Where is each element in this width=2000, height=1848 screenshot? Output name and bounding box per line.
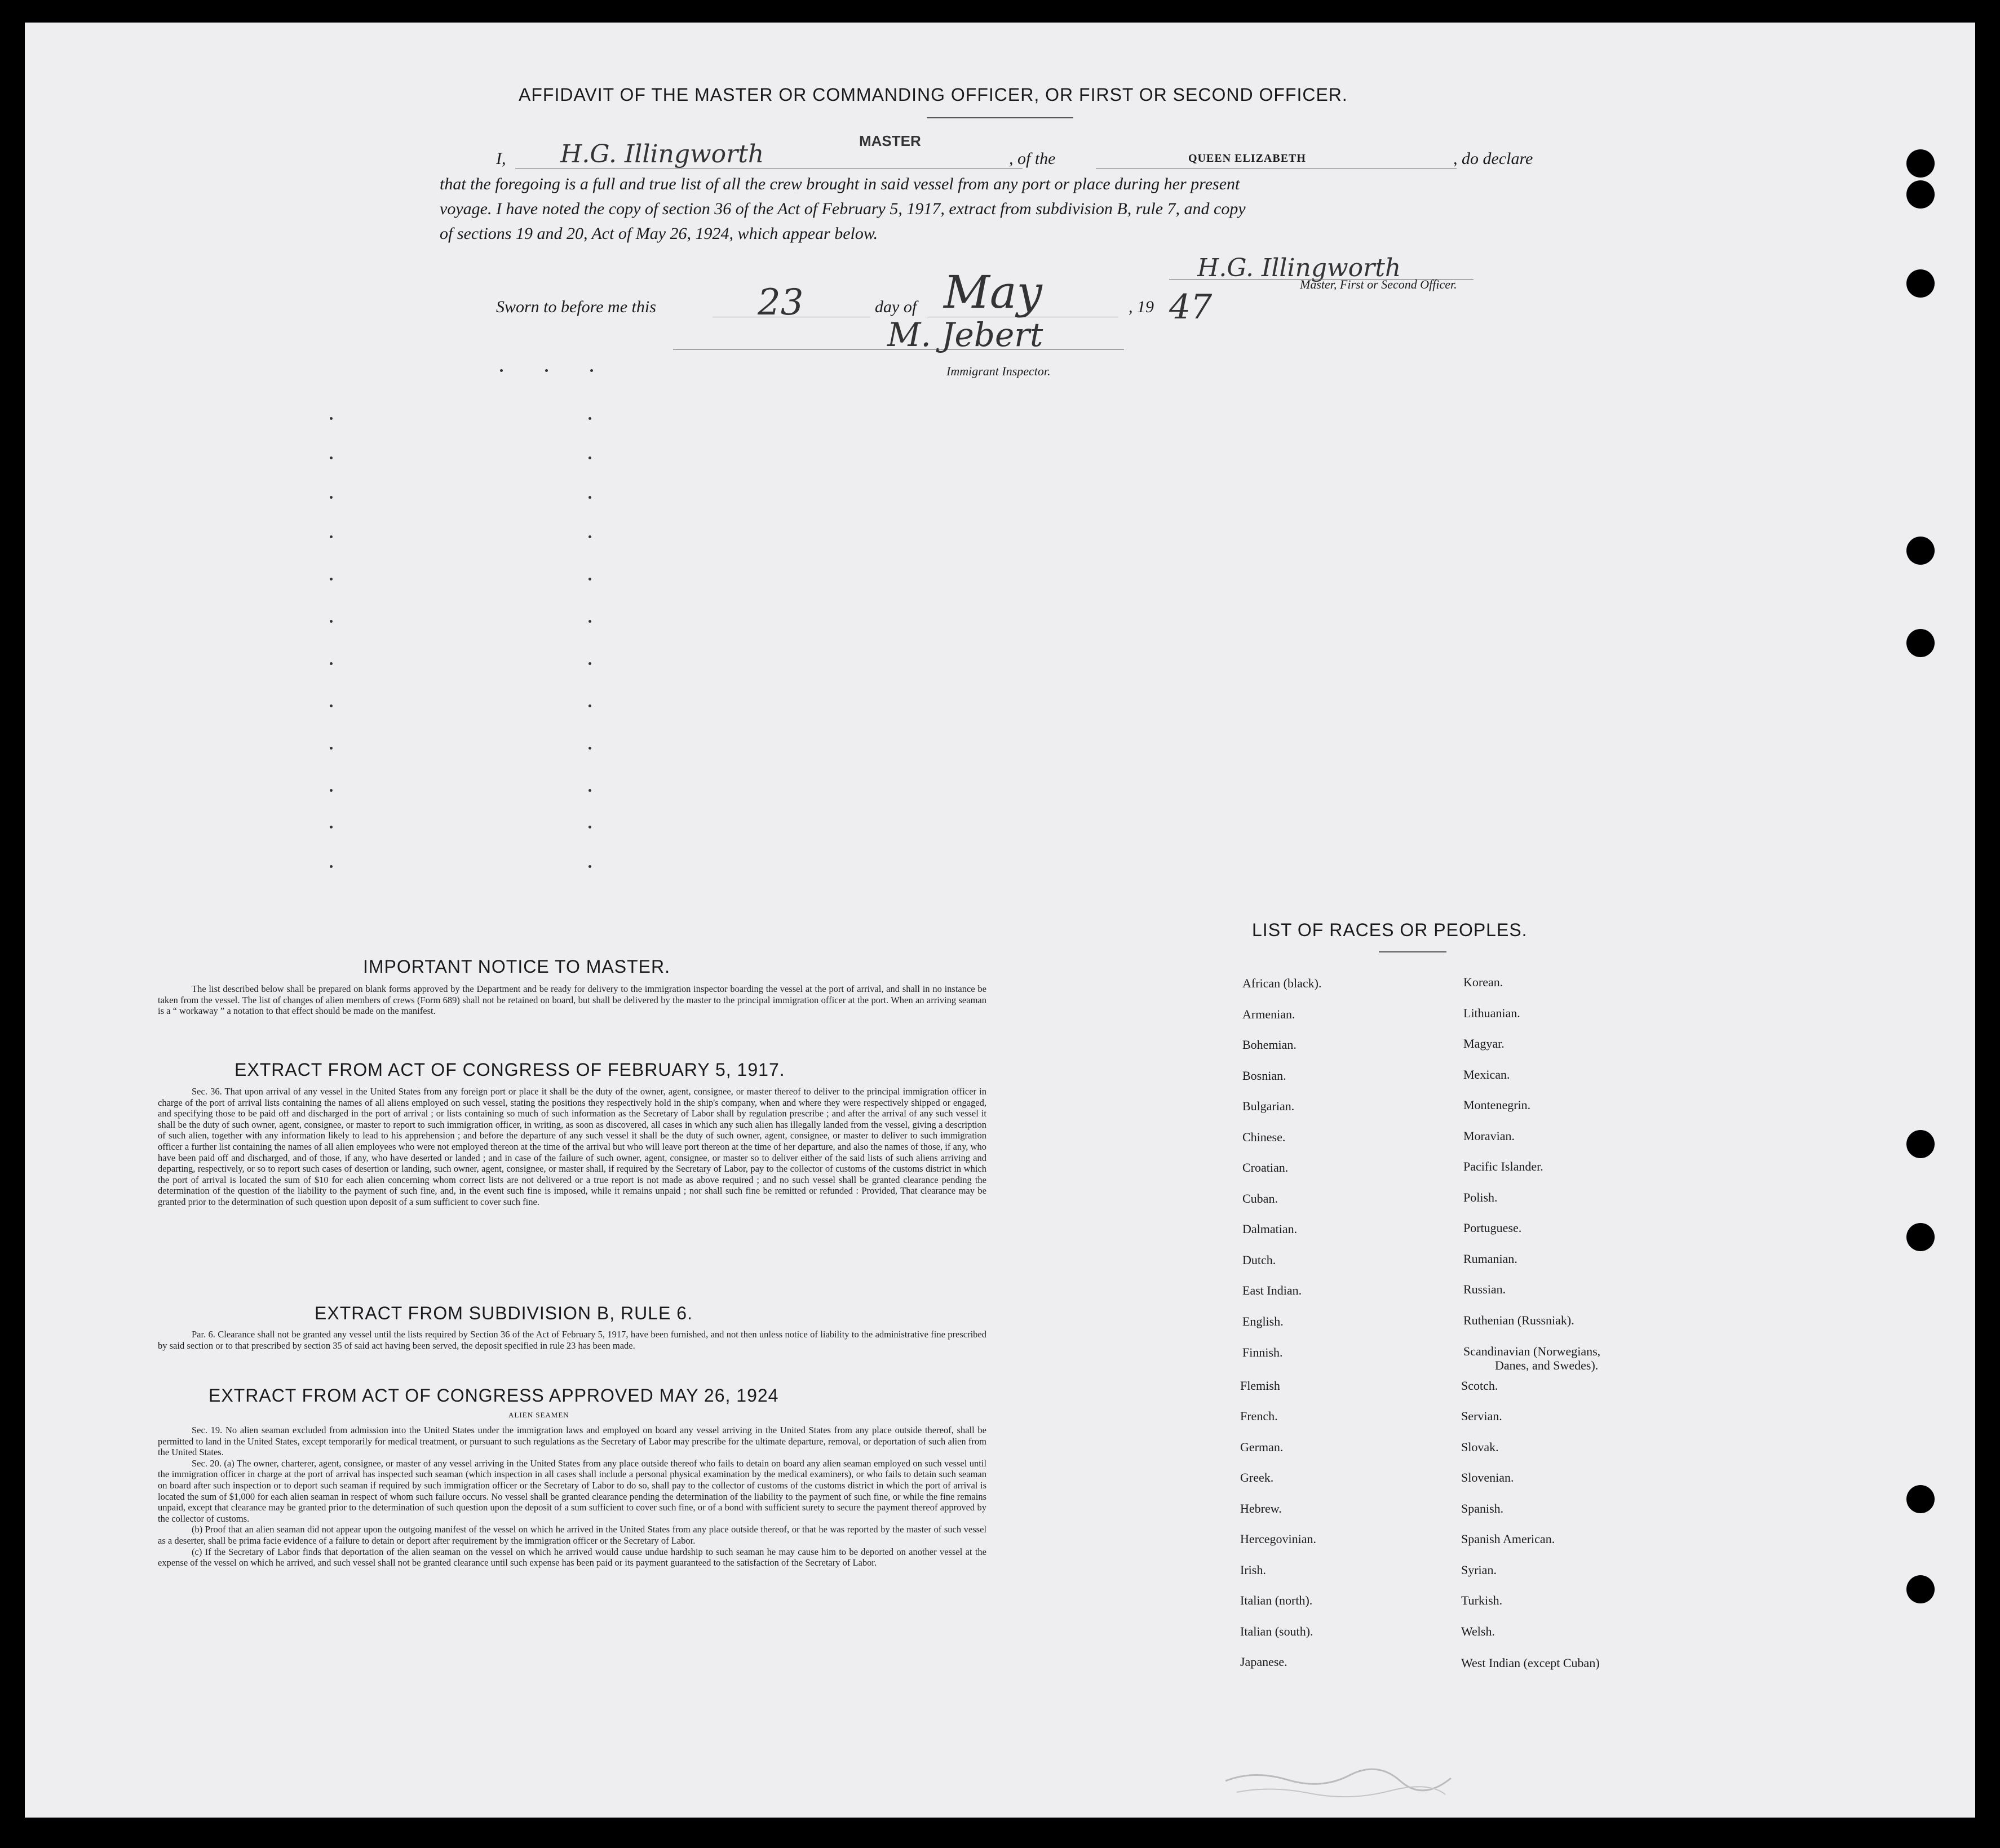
notice-paragraph: The list described below shall be prepared on blank forms approved by the Department and be ready for delivery to the immigration inspector boarding the vessel at the port of arrival, and shall in no instance be taken from the vessel. The list of changes of alien members of crews (Form 689) shall not be retained on board, but shall be delivered by the master to the principal immigration officer at the port. When an arriving seaman is a “ workaway ” a notation to that effect should be made on the manifest. — [158, 983, 986, 1017]
sworn-month: May — [944, 266, 1042, 318]
officer-signature-caption: Master, First or Second Officer. — [1300, 277, 1457, 291]
race-item: Bohemian. — [1242, 1038, 1297, 1052]
race-item: African (black). — [1242, 976, 1322, 990]
race-item: Ruthenian (Russniak). — [1463, 1313, 1574, 1327]
race-item: Italian (north). — [1240, 1593, 1313, 1607]
rank-stamp: MASTER — [859, 132, 921, 149]
punch-hole — [1906, 1130, 1935, 1158]
mark-dot — [589, 417, 591, 420]
mark-dot — [330, 496, 333, 499]
race-item: Chinese. — [1242, 1130, 1286, 1144]
race-item: Montenegrin. — [1463, 1098, 1531, 1112]
race-item: Rumanian. — [1463, 1252, 1517, 1266]
officer-signature: H.G. Illingworth — [1197, 254, 1401, 282]
mark-dot — [500, 369, 503, 372]
race-item: Pacific Islander. — [1463, 1159, 1543, 1173]
race-item: Flemish — [1240, 1379, 1280, 1393]
affidavit-title: AFFIDAVIT OF THE MASTER OR COMMANDING OFFICER, OR FIRST OR SECOND OFFICER. — [519, 85, 1348, 105]
race-item: Croatian. — [1242, 1160, 1289, 1175]
mark-dot — [330, 457, 333, 459]
mark-dot — [330, 789, 333, 792]
race-item: Irish. — [1240, 1563, 1266, 1577]
i-label: I, — [496, 149, 506, 168]
mark-dot — [330, 620, 333, 623]
race-item: Portuguese. — [1463, 1221, 1522, 1235]
race-item: German. — [1240, 1440, 1284, 1454]
section-20c-paragraph: (c) If the Secretary of Labor finds that deportation of the alien seaman on the vessel on which he arrived would cause undue hardship to such seaman he may cause him to be deported on another vessel at the expense of the vessel on which he arrived, and such vessel shall not be granted clearance until such expense has been paid or its payment guaranteed to the satisfaction of the Secretary of Labor. — [158, 1546, 986, 1568]
faint-scribble — [1220, 1758, 1457, 1809]
mark-dot — [589, 826, 591, 828]
day-of-label: day of — [875, 298, 917, 316]
race-item: West Indian (except Cuban) — [1461, 1656, 1600, 1670]
mark-dot — [589, 662, 591, 665]
race-item: Slovenian. — [1461, 1470, 1514, 1484]
mark-dot — [589, 747, 591, 750]
extract-1924-title: EXTRACT FROM ACT OF CONGRESS APPROVED MAY 26, 1924 — [209, 1385, 779, 1406]
race-item: Servian. — [1461, 1409, 1502, 1423]
race-item: Greek. — [1240, 1470, 1274, 1484]
mark-dot — [589, 789, 591, 792]
race-item: Moravian. — [1463, 1129, 1515, 1143]
alien-seamen-subtitle: ALIEN SEAMEN — [508, 1411, 569, 1419]
race-item: Bosnian. — [1242, 1069, 1286, 1083]
race-item: French. — [1240, 1409, 1278, 1423]
mark-dot — [330, 747, 333, 750]
race-item: Hercegovinian. — [1240, 1532, 1316, 1546]
do-declare-label: , do declare — [1453, 149, 1533, 168]
inspector-caption: Immigrant Inspector. — [946, 364, 1051, 378]
race-item: Dutch. — [1242, 1253, 1276, 1267]
notice-body — [158, 983, 986, 1017]
race-item: Mexican. — [1463, 1067, 1510, 1082]
extract-1917-body — [158, 1086, 986, 1208]
affidavit-line-2: that the foregoing is a full and true list of all the crew brought in said vessel from any port or place during her present — [440, 175, 1240, 193]
vessel-line — [1096, 168, 1457, 169]
race-item: East Indian. — [1242, 1283, 1302, 1297]
mark-dot — [589, 865, 591, 868]
inspector-signature: M. Jebert — [887, 316, 1043, 354]
punch-hole — [1906, 537, 1935, 565]
extract-1917-title: EXTRACT FROM ACT OF CONGRESS OF FEBRUARY 5, 1917. — [234, 1060, 785, 1080]
race-item-continuation: Danes, and Swedes). — [1495, 1358, 1599, 1372]
race-item: Korean. — [1463, 975, 1503, 989]
race-item: English. — [1242, 1314, 1284, 1328]
races-title-rule — [1379, 951, 1446, 952]
year-prefix: , 19 — [1129, 298, 1154, 316]
punch-hole — [1906, 149, 1935, 178]
mark-dot — [589, 620, 591, 623]
mark-dot — [545, 369, 548, 372]
mark-dot — [589, 496, 591, 499]
master-signature: H.G. Illingworth — [560, 140, 764, 169]
rule-6-title: EXTRACT FROM SUBDIVISION B, RULE 6. — [315, 1303, 693, 1323]
of-the-label: , of the — [1009, 149, 1056, 168]
race-item: Lithuanian. — [1463, 1006, 1520, 1020]
mark-dot — [590, 369, 593, 372]
rule-6-paragraph: Par. 6. Clearance shall not be granted any vessel until the lists required by Section 36 of the Act of February 5, 1917, have been furnished, and not then unless notice of liability to the administrative fine prescribed by said section or to that prescribed by section 35 of said act having been served, the deposit specified in rule 23 has been made. — [158, 1329, 986, 1351]
title-rule — [927, 117, 1073, 118]
sworn-year: 47 — [1169, 287, 1213, 327]
race-item: Scotch. — [1461, 1379, 1498, 1393]
rule-6-body — [158, 1329, 986, 1351]
race-item: Italian (south). — [1240, 1624, 1313, 1638]
document-page — [25, 23, 1975, 1818]
mark-dot — [330, 578, 333, 580]
notice-title: IMPORTANT NOTICE TO MASTER. — [363, 956, 670, 977]
punch-hole — [1906, 1575, 1935, 1603]
punch-hole — [1906, 629, 1935, 657]
race-item: Finnish. — [1242, 1345, 1283, 1359]
race-item: Russian. — [1463, 1282, 1506, 1296]
race-item: Slovak. — [1461, 1440, 1499, 1454]
sworn-label: Sworn to before me this — [496, 298, 656, 316]
races-title: LIST OF RACES OR PEOPLES. — [1252, 920, 1528, 940]
affidavit-line-3: voyage. I have noted the copy of section 36 of the Act of February 5, 1917, extract from subdivision B, rule 7, and copy — [440, 200, 1246, 218]
mark-dot — [589, 704, 591, 707]
race-item: Welsh. — [1461, 1624, 1495, 1638]
race-item: Scandinavian (Norwegians, — [1463, 1344, 1601, 1358]
mark-dot — [330, 826, 333, 828]
race-item: Polish. — [1463, 1190, 1498, 1204]
punch-hole — [1906, 1223, 1935, 1251]
race-item: Turkish. — [1461, 1593, 1503, 1607]
vessel-name: QUEEN ELIZABETH — [1188, 152, 1306, 165]
race-item: Magyar. — [1463, 1036, 1505, 1051]
mark-dot — [330, 865, 333, 868]
mark-dot — [589, 578, 591, 580]
extract-1924-body — [158, 1425, 986, 1568]
race-item: Bulgarian. — [1242, 1099, 1295, 1113]
mark-dot — [330, 535, 333, 538]
race-item: Dalmatian. — [1242, 1222, 1298, 1236]
punch-hole — [1906, 1485, 1935, 1513]
section-36-paragraph: Sec. 36. That upon arrival of any vessel in the United States from any foreign port or place it shall be the duty of the owner, agent, consignee, or master thereof to deliver to the principal immigration officer in charge of the port of arrival lists containing the names of all aliens employed on such vessel, stating the positions they respectively hold in the ship's company, when and where they were respectively shipped or engaged, and specifying those to be paid off and discharged in the port of arrival ; or lists containing so much of such information as the Secretary of Labor shall by regulation prescribe ; and after the arrival of any such vessel it shall be the duty of such owner, agent, consignee, or master to report to such immigration officer, in writing, as soon as discovered, all cases in which any such alien has illegally landed from the vessel, giving a description of such alien, together with any information likely to lead to his apprehension ; and before the departure of any such vessel it shall be the duty of such owner, agent, consignee, or master to deliver to such immigration officer a further list containing the names of all alien employees who were not employed thereon at the time of the arrival but who will leave port thereon at the time of her departure, and also the names of those, if any, who have been paid off and discharged, and of those, if any, who have deserted or landed ; and in case of the failure of such owner, agent, consignee, or master so to deliver either of the said lists of such aliens arriving and departing, respectively, or so to report such cases of desertion or landing, such owner, agent, consignee, or master shall, if required by the Secretary of Labor, pay to the collector of customs of the customs district in which the port of arrival is located the sum of $10 for each alien concerning whom correct lists are not delivered or a true report is not made as above required ; and no such vessel shall be granted clearance pending the determination of the question of the liability to the payment of such fine, and, in the event such fine is imposed, while it remains unpaid ; nor shall such fine be remitted or refunded : Provided, That clearance may be granted prior to the determination of such question upon deposit of a sum sufficient to cover such fine. — [158, 1086, 986, 1207]
mark-dot — [330, 417, 333, 420]
mark-dot — [330, 662, 333, 665]
punch-hole — [1906, 269, 1935, 298]
race-item: Armenian. — [1242, 1007, 1295, 1021]
mark-dot — [589, 457, 591, 459]
section-20b-paragraph: (b) Proof that an alien seaman did not appear upon the outgoing manifest of the vessel on which he arrived in the United States from any place outside thereof, or that he was reported by the master of such vessel as a deserter, shall be prima facie evidence of a failure to detain or deport after requirement by the immigration officer or the Secretary of Labor. — [158, 1524, 986, 1546]
affidavit-line-4: of sections 19 and 20, Act of May 26, 1924, which appear below. — [440, 224, 878, 243]
race-item: Spanish. — [1461, 1501, 1504, 1515]
section-19-paragraph: Sec. 19. No alien seaman excluded from admission into the United States under the immigration laws and employed on board any vessel arriving in the United States from any place outside thereof, shall be permitted to land in the United States, except temporarily for medical treatment, or pursuant to such regulations as the Secretary of Labor may prescribe for the ultimate departure, removal, or deportation of such alien from the United States. — [158, 1425, 986, 1458]
punch-hole — [1906, 180, 1935, 209]
mark-dot — [330, 704, 333, 707]
race-item: Cuban. — [1242, 1191, 1278, 1206]
sworn-day: 23 — [758, 282, 804, 323]
race-item: Spanish American. — [1461, 1532, 1555, 1546]
race-item: Hebrew. — [1240, 1501, 1282, 1515]
mark-dot — [589, 535, 591, 538]
race-item: Syrian. — [1461, 1563, 1497, 1577]
race-item: Japanese. — [1240, 1655, 1287, 1669]
section-20a-paragraph: Sec. 20. (a) The owner, charterer, agent, consignee, or master of any vessel arriving in the United States from any place outside thereof who fails to detain on board any alien seaman employed on such vessel until the immigration officer in charge at the port of arrival has inspected such seaman (which inspection in all cases shall include a personal physical examination by the medical examiners), or who fails to detain such seaman on board after such inspection or to deport such seaman if required by such immigration officer or the Secretary of Labor to do so, shall pay to the collector of customs of the customs district in which the port of arrival is located the sum of $1,000 for each alien seaman in respect of whom such failure occurs. No vessel shall be granted clearance pending the determination of the liability to the payment of such fine, or while the fine remains unpaid, except that clearance may be granted prior to the determination of such question upon the deposit of a sum sufficient to cover such fine, or of a bond with sufficient surety to secure the payment thereof approved by the collector of customs. — [158, 1457, 986, 1524]
